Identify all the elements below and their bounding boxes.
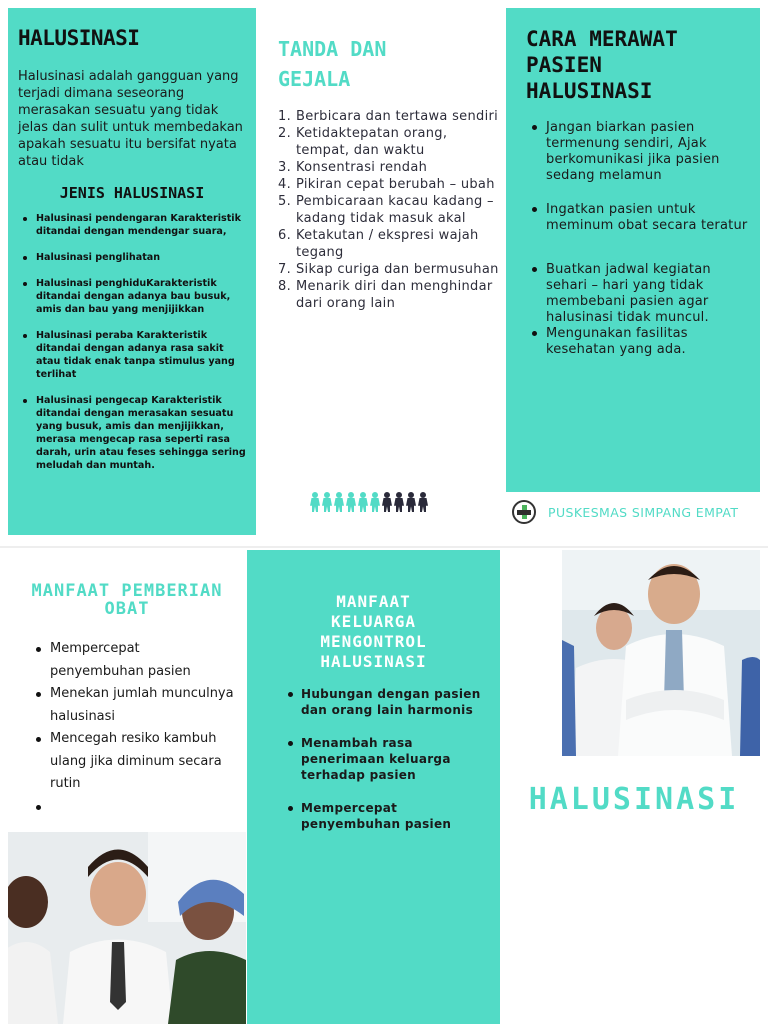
list-item: 5. Pembicaraan kacau kadang – kadang tidak masuk akal [278,194,494,226]
list-item: Mencegah resiko kambuh ulang jika diminum secara rutin [50,728,234,796]
fold-divider [0,546,768,548]
medical-cross-icon [512,500,536,524]
signs-title: TANDA DAN GEJALA [278,37,387,91]
list-item: Hubungan dengan pasien dan orang lain harmonis [301,686,490,718]
family-list [287,686,490,832]
list-item: Menekan jumlah munculnya halusinasi [50,683,234,728]
list-item: 2. Ketidaktepatan orang, tempat, dan waktu [278,126,448,158]
list-item: Halusinasi pendengaran Karakteristik ditandai dengan mendengar suara, [36,212,246,238]
types-list [18,212,246,472]
list-item: 7. Sikap curiga dan bermusuhan [278,262,499,277]
org-name: PUSKESMAS SIMPANG EMPAT [548,504,739,520]
doctor-photo [562,550,760,756]
definition-title: HALUSINASI [18,26,140,50]
list-item: 4. Pikiran cepat berubah – ubah [278,177,495,192]
medicine-title: MANFAAT PEMBERIAN OBAT [31,581,223,619]
care-list [526,120,750,358]
definition-text: Halusinasi adalah gangguan yang terjadi dimana seseorang merasakan sesuatu yang tidak jelas dan sulit untuk membedakan apakah sesuatu itu bersifat nyata atau tidak [18,69,243,169]
list-item: Menambah rasa penerimaan keluarga terhadap pasien [301,735,490,783]
care-panel [506,8,760,492]
list-item: Halusinasi penglihatan [36,251,246,264]
list-item: Buatkan jadwal kegiatan sehari – hari yang tidak membebani pasien agar halusinasi tidak muncul. [546,262,750,326]
list-item: 6. Ketakutan / ekspresi wajah tegang [278,228,479,260]
list-item: Mengunakan fasilitas kesehatan yang ada. [546,326,750,358]
list-item: 8. Menarik diri dan menghindar dari orang lain [278,279,493,311]
family-panel [247,550,500,1024]
list-item: Halusinasi peraba Karakteristik ditandai dengan adanya rasa sakit atau tidak enak tanpa stimulus yang terlihat [36,329,246,381]
medical-team-photo [8,832,246,1024]
family-title: MANFAAT KELUARGA MENGONTROL HALUSINASI [320,592,427,671]
list-item: 3. Konsentrasi rendah [278,160,428,175]
list-item [50,796,234,818]
list-item: Ingatkan pasien untuk meminum obat secara teratur [546,202,750,234]
cover-title: HALUSINASI [528,782,740,817]
signs-list [278,108,500,312]
definition-panel [8,8,256,535]
list-item: Halusinasi penghiduKarakteristik ditandai dengan adanya bau busuk, amis dan bau yang menjijikkan [36,277,246,316]
list-item: 1. Berbicara dan tertawa sendiri [278,109,499,124]
medicine-list [8,638,246,818]
medicine-panel [8,550,246,832]
people-icon [310,492,428,512]
types-title: JENIS HALUSINASI [59,184,205,202]
list-item: Mempercepat penyembuhan pasien [50,638,234,683]
list-item: Halusinasi pengecap Karakteristik ditandai dengan merasakan sesuatu yang busuk, amis dan menjijikkan, merasa mengecap rasa seperti rasa darah, urin atau feses sehingga sering meludah dan muntah. [36,395,246,471]
care-title: CARA MERAWAT PASIEN HALUSINASI [526,27,678,103]
list-item: Jangan biarkan pasien termenung sendiri, Ajak berkomunikasi jika pasien sedang melamun [546,120,750,184]
signs-panel [262,8,500,535]
puskesmas-logo [512,498,762,526]
list-item: Mempercepat penyembuhan pasien [301,800,490,832]
